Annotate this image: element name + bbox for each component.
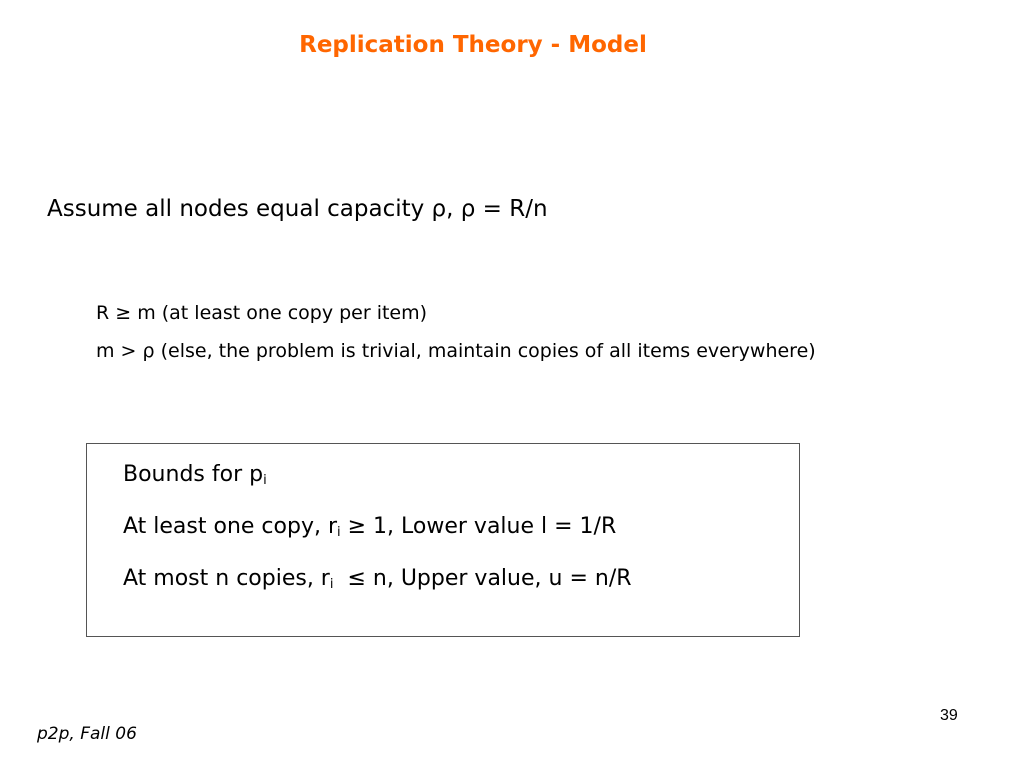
constraint-item-2: m > ρ (else, the problem is trivial, maintain copies of all items everywhere) <box>96 340 816 362</box>
upper-bound-line <box>123 566 632 592</box>
upper-bound-text-b: ≤ n, Upper value, u = n/R <box>333 566 632 591</box>
page-number: 39 <box>940 707 958 724</box>
slide-title: Replication Theory - Model <box>299 32 647 58</box>
upper-bound-subscript: i <box>329 577 334 592</box>
lower-bound-line <box>123 514 616 540</box>
footer-course-label: p2p, Fall 06 <box>37 724 137 744</box>
lower-bound-subscript: i <box>337 525 341 540</box>
constraint-item-1: R ≥ m (at least one copy per item) <box>96 302 428 324</box>
lower-bound-text-a: At least one copy, r <box>123 514 337 539</box>
assumption-line: Assume all nodes equal capacity ρ, ρ = R/n <box>47 196 548 222</box>
bounds-box <box>86 443 800 637</box>
bounds-heading-text: Bounds for p <box>123 462 264 487</box>
bounds-heading <box>123 462 267 488</box>
constraint-list <box>96 298 885 374</box>
upper-bound-text-a: At most n copies, r <box>123 566 330 591</box>
lower-bound-text-b: ≥ 1, Lower value l = 1/R <box>340 514 617 539</box>
bounds-heading-subscript: i <box>263 473 267 488</box>
